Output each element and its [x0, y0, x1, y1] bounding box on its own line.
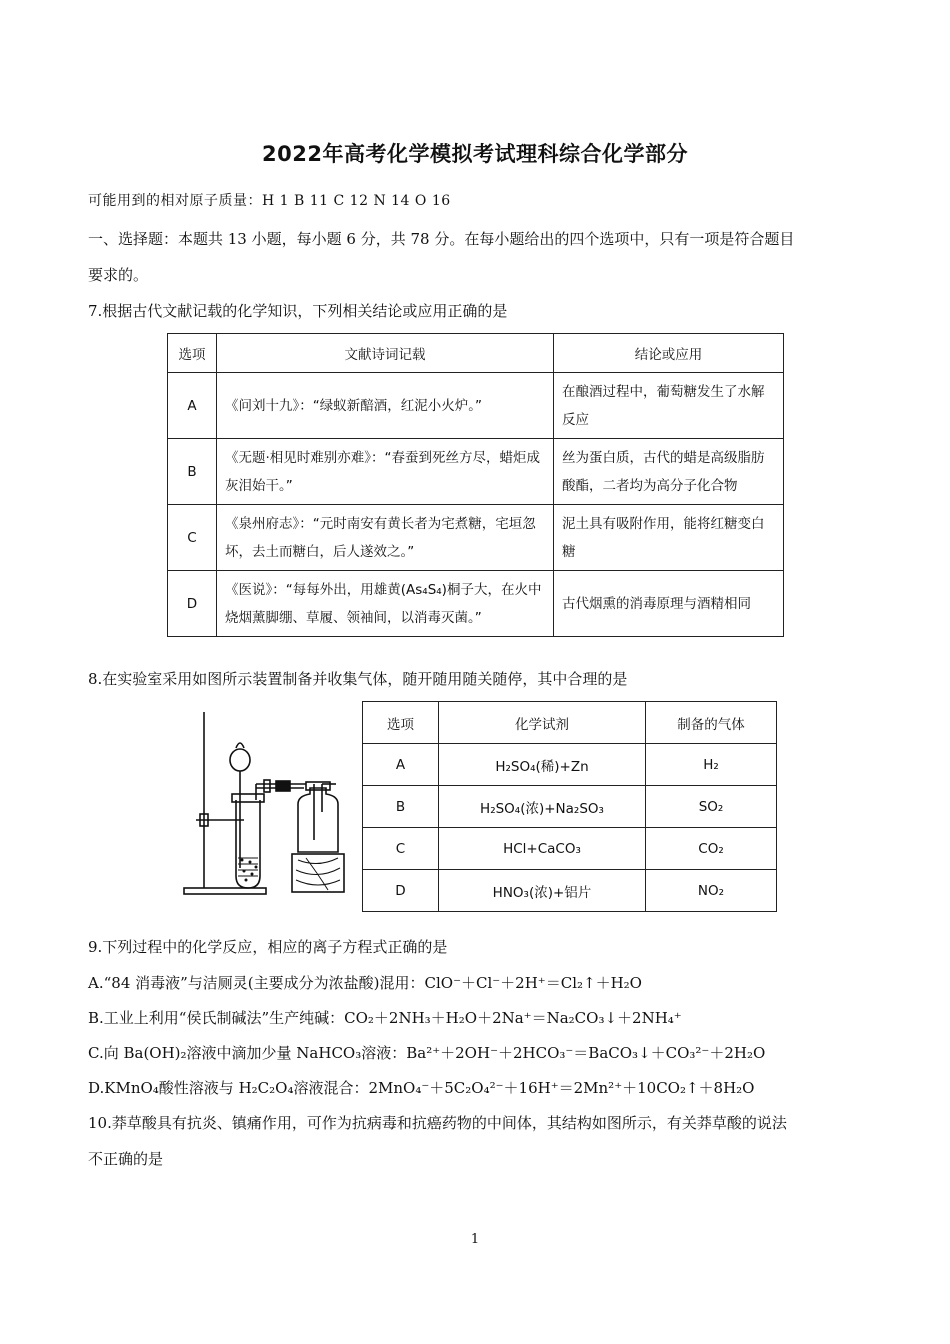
- header-text: 文献诗词记载: [217, 334, 554, 373]
- reagent: H₂SO₄(稀)+Zn: [439, 744, 646, 786]
- option-label: A: [168, 373, 217, 439]
- table-row: [363, 828, 777, 870]
- record-text: 《泉州府志》：“元时南安有黄长者为宅煮糖，宅垣忽坏，去土而糖白，后人遂效之。”: [217, 505, 554, 571]
- table-header-row: [363, 702, 777, 744]
- q7-stem: 7.根据古代文献记载的化学知识，下列相关结论或应用正确的是: [88, 302, 508, 320]
- q7-table: [167, 333, 784, 637]
- page-title: 2022年高考化学模拟考试理科综合化学部分: [262, 142, 688, 166]
- record-text: 《无题·相见时难别亦难》：“春蚕到死丝方尽，蜡炬成灰泪始干。”: [217, 439, 554, 505]
- table-row: [168, 505, 784, 571]
- page-number: 1: [470, 1232, 480, 1247]
- atomic-masses: 可能用到的相对原子质量：H 1 B 11 C 12 N 14 O 16: [88, 193, 451, 209]
- header-conclusion: 结论或应用: [554, 334, 784, 373]
- option-label: C: [168, 505, 217, 571]
- q8-stem: 8.在实验室采用如图所示装置制备并收集气体，随开随用随关随停，其中合理的是: [88, 670, 628, 688]
- gas: NO₂: [646, 870, 777, 912]
- header-option: 选项: [363, 702, 439, 744]
- conclusion-text: 泥土具有吸附作用，能将红糖变白糖: [554, 505, 784, 571]
- section-instructions-2: 要求的。: [88, 266, 149, 284]
- gas: H₂: [646, 744, 777, 786]
- option-label: C: [363, 828, 439, 870]
- conclusion-text: 丝为蛋白质，古代的蜡是高级脂肪酸酯，二者均为高分子化合物: [554, 439, 784, 505]
- header-reagent: 化学试剂: [439, 702, 646, 744]
- gas: CO₂: [646, 828, 777, 870]
- gas: SO₂: [646, 786, 777, 828]
- reagent: HCl+CaCO₃: [439, 828, 646, 870]
- option-label: B: [363, 786, 439, 828]
- reagent: H₂SO₄(浓)+Na₂SO₃: [439, 786, 646, 828]
- reagent: HNO₃(浓)+铝片: [439, 870, 646, 912]
- q9-option-b: B.工业上利用“侯氏制碱法”生产纯碱：CO₂＋2NH₃＋H₂O＋2Na⁺＝Na₂CO₃↓＋2NH₄⁺: [88, 1009, 682, 1027]
- option-label: D: [168, 571, 217, 637]
- q9-option-c: C.向 Ba(OH)₂溶液中滴加少量 NaHCO₃溶液：Ba²⁺＋2OH⁻＋2HCO₃⁻＝BaCO₃↓＋CO₃²⁻＋2H₂O: [88, 1044, 766, 1062]
- option-label: D: [363, 870, 439, 912]
- q9-option-d: D.KMnO₄酸性溶液与 H₂C₂O₄溶液混合：2MnO₄⁻＋5C₂O₄²⁻＋16H⁺＝2Mn²⁺＋10CO₂↑＋8H₂O: [88, 1079, 755, 1097]
- option-label: B: [168, 439, 217, 505]
- section-instructions-1: 一、选择题：本题共 13 小题，每小题 6 分，共 78 分。在每小题给出的四个选项中，只有一项是符合题目: [88, 230, 795, 248]
- table-row: [363, 744, 777, 786]
- record-text: 《医说》：“每每外出，用雄黄(As₄S₄)桐子大，在火中烧烟薰脚绷、草履、领袖间，以消毒灭菌。”: [217, 571, 554, 637]
- option-label: A: [363, 744, 439, 786]
- record-text: 《问刘十九》：“绿蚁新醅酒，红泥小火炉。”: [217, 373, 554, 439]
- q10-stem-1: 10.莽草酸具有抗炎、镇痛作用，可作为抗病毒和抗癌药物的中间体，其结构如图所示，有关莽草酸的说法: [88, 1114, 787, 1132]
- table-row: [168, 373, 784, 439]
- table-row: [168, 571, 784, 637]
- table-row: [363, 870, 777, 912]
- table-header-row: [168, 334, 784, 373]
- header-gas: 制备的气体: [646, 702, 777, 744]
- conclusion-text: 古代烟熏的消毒原理与酒精相同: [554, 571, 784, 637]
- q10-stem-2: 不正确的是: [88, 1150, 164, 1168]
- q9-stem: 9.下列过程中的化学反应，相应的离子方程式正确的是: [88, 938, 448, 956]
- table-row: [168, 439, 784, 505]
- q8-table: [362, 701, 777, 912]
- q9-option-a: A.“84 消毒液”与洁厕灵(主要成分为浓盐酸)混用：ClO⁻＋Cl⁻＋2H⁺＝Cl₂↑＋H₂O: [88, 974, 642, 992]
- table-row: [363, 786, 777, 828]
- conclusion-text: 在酿酒过程中，葡萄糖发生了水解反应: [554, 373, 784, 439]
- apparatus-illustration: [178, 708, 350, 898]
- header-option: 选项: [168, 334, 217, 373]
